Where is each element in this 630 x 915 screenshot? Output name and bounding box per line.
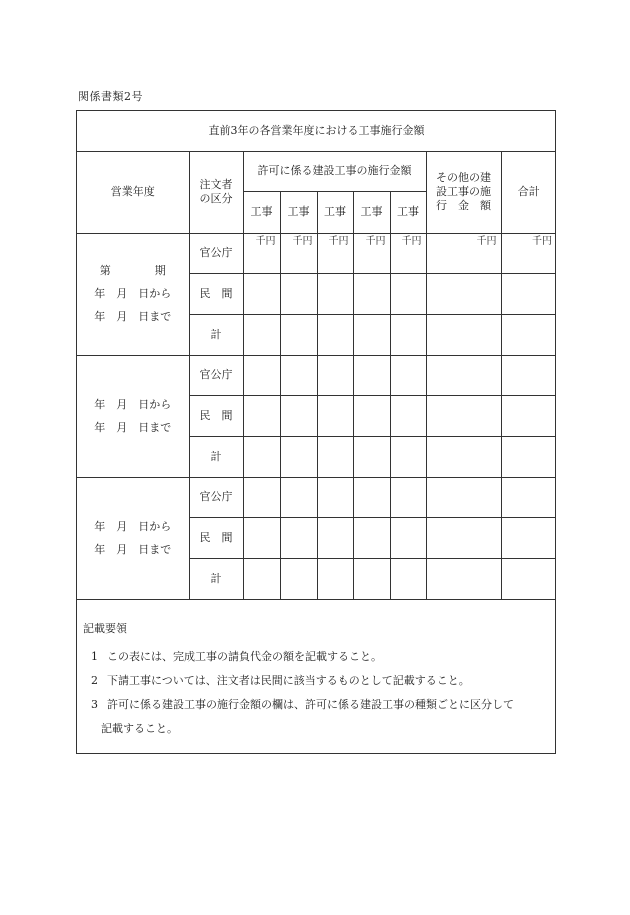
amount-cell[interactable]: [501, 477, 556, 517]
amount-cell[interactable]: [243, 517, 280, 558]
header-total: 合計: [501, 151, 556, 233]
amount-table: [77, 111, 556, 600]
amount-cell[interactable]: [426, 517, 501, 558]
amount-cell[interactable]: [426, 395, 501, 436]
unit-label: 千円: [501, 233, 556, 273]
amount-cell[interactable]: [317, 436, 353, 477]
amount-cell[interactable]: [243, 395, 280, 436]
unit-label: 千円: [280, 233, 317, 273]
row-label-private: 民 間: [189, 395, 243, 436]
amount-cell[interactable]: [243, 477, 280, 517]
amount-cell[interactable]: [317, 517, 353, 558]
period-cell: [77, 355, 189, 477]
amount-cell[interactable]: [426, 436, 501, 477]
instruction-number: 2: [91, 674, 98, 687]
amount-cell[interactable]: [501, 355, 556, 395]
unit-label: 千円: [243, 233, 280, 273]
header-client-category: 注文者 の区分: [189, 151, 243, 233]
row-label-subtotal: 計: [189, 436, 243, 477]
amount-cell[interactable]: [501, 314, 556, 355]
amount-cell[interactable]: [501, 273, 556, 314]
period-number: 第 期: [99, 264, 166, 278]
amount-cell[interactable]: [426, 477, 501, 517]
amount-cell[interactable]: [353, 395, 390, 436]
amount-cell[interactable]: [390, 395, 426, 436]
header-licensed-work-amount: 許可に係る建設工事の施行金額: [243, 151, 426, 191]
period-from: 年 月 日から: [94, 519, 172, 533]
instruction-text: 下請工事については、注文者は民間に該当するものとして記載すること。: [107, 674, 470, 687]
period-from: 年 月 日から: [94, 397, 172, 411]
instruction-number: 1: [91, 650, 98, 663]
amount-cell[interactable]: [390, 314, 426, 355]
amount-cell[interactable]: [353, 314, 390, 355]
amount-cell[interactable]: [243, 314, 280, 355]
table-title: 直前3年の各営業年度における工事施行金額: [77, 111, 556, 151]
unit-label: 千円: [426, 233, 501, 273]
instruction-text: この表には、完成工事の請負代金の額を記載すること。: [107, 650, 382, 663]
amount-cell[interactable]: [317, 395, 353, 436]
instructions-title: 記載要領: [83, 622, 127, 635]
header-other-work-amount: その他の建 設工事の施 行 金 額: [426, 151, 501, 233]
period-to: 年 月 日まで: [94, 309, 172, 323]
period-cell: [77, 233, 189, 355]
amount-cell[interactable]: [317, 273, 353, 314]
amount-cell[interactable]: [390, 436, 426, 477]
header-work-type: 工事: [353, 191, 390, 233]
row-label-subtotal: 計: [189, 558, 243, 599]
amount-cell[interactable]: [501, 517, 556, 558]
amount-cell[interactable]: [317, 314, 353, 355]
amount-cell[interactable]: [243, 558, 280, 599]
instructions-section: [77, 598, 556, 754]
amount-cell[interactable]: [280, 355, 317, 395]
row-label-government: 官公庁: [189, 477, 243, 517]
amount-cell[interactable]: [317, 355, 353, 395]
header-work-type: 工事: [390, 191, 426, 233]
amount-cell[interactable]: [390, 558, 426, 599]
amount-cell[interactable]: [353, 558, 390, 599]
row-label-subtotal: 計: [189, 314, 243, 355]
header-work-type: 工事: [243, 191, 280, 233]
amount-cell[interactable]: [280, 436, 317, 477]
amount-cell[interactable]: [280, 558, 317, 599]
amount-cell[interactable]: [243, 355, 280, 395]
period-to: 年 月 日まで: [94, 542, 172, 556]
instruction-text: 許可に係る建設工事の施行金額の欄は、許可に係る建設工事の種類ごとに区分して: [107, 698, 514, 711]
construction-amount-form: [76, 110, 556, 754]
amount-cell[interactable]: [280, 477, 317, 517]
row-label-private: 民 間: [189, 517, 243, 558]
amount-cell[interactable]: [390, 517, 426, 558]
amount-cell[interactable]: [280, 314, 317, 355]
document-label: 関係書類2号: [78, 90, 143, 103]
amount-cell[interactable]: [426, 558, 501, 599]
amount-cell[interactable]: [280, 273, 317, 314]
amount-cell[interactable]: [243, 436, 280, 477]
period-from: 年 月 日から: [94, 287, 172, 301]
amount-cell[interactable]: [390, 355, 426, 395]
period-cell: [77, 477, 189, 599]
amount-cell[interactable]: [317, 558, 353, 599]
amount-cell[interactable]: [426, 314, 501, 355]
amount-cell[interactable]: [317, 477, 353, 517]
period-to: 年 月 日まで: [94, 420, 172, 434]
amount-cell[interactable]: [390, 273, 426, 314]
header-work-type: 工事: [280, 191, 317, 233]
unit-label: 千円: [353, 233, 390, 273]
instruction-item: [91, 648, 382, 664]
amount-cell[interactable]: [353, 436, 390, 477]
instruction-number: 3: [91, 698, 98, 711]
amount-cell[interactable]: [353, 273, 390, 314]
amount-cell[interactable]: [501, 558, 556, 599]
row-label-government: 官公庁: [189, 233, 243, 273]
amount-cell[interactable]: [353, 517, 390, 558]
header-business-year: 営業年度: [77, 151, 189, 233]
amount-cell[interactable]: [280, 395, 317, 436]
amount-cell[interactable]: [426, 355, 501, 395]
row-label-government: 官公庁: [189, 355, 243, 395]
instruction-continuation: 記載すること。: [101, 722, 178, 735]
amount-cell[interactable]: [426, 273, 501, 314]
amount-cell[interactable]: [501, 395, 556, 436]
instruction-item: [91, 672, 470, 688]
header-work-type: 工事: [317, 191, 353, 233]
instruction-item: [91, 696, 514, 712]
amount-cell[interactable]: [353, 355, 390, 395]
amount-cell[interactable]: [280, 517, 317, 558]
amount-cell[interactable]: [243, 273, 280, 314]
amount-cell[interactable]: [390, 477, 426, 517]
unit-label: 千円: [390, 233, 426, 273]
row-label-private: 民 間: [189, 273, 243, 314]
unit-label: 千円: [317, 233, 353, 273]
amount-cell[interactable]: [501, 436, 556, 477]
amount-cell[interactable]: [353, 477, 390, 517]
